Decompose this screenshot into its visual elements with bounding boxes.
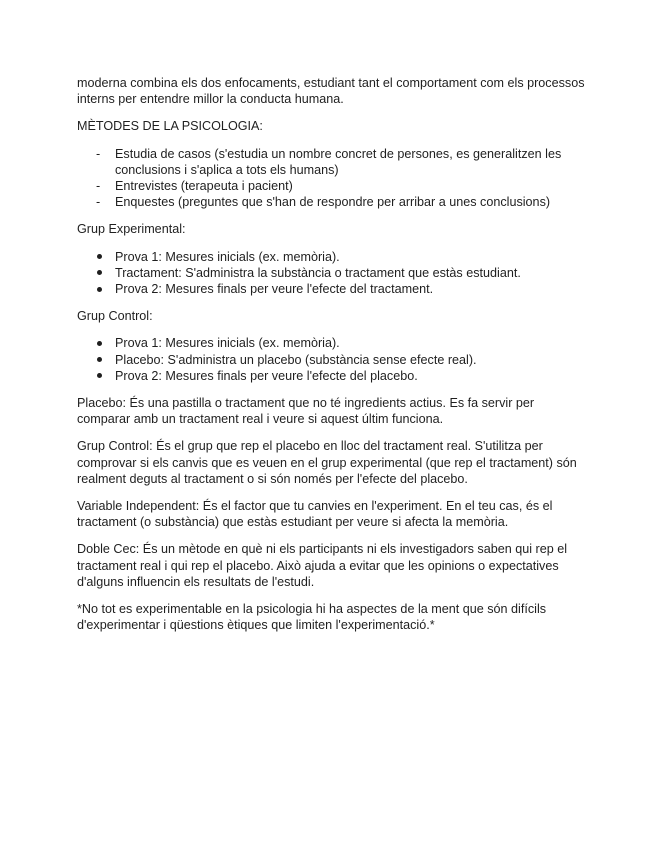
- independent-variable-definition: Variable Independent: És el factor que tu canvies en l'experiment. En el teu cas, és el tractament (o substància) que estàs estudiant per veure si afecta la memòria.: [77, 499, 553, 530]
- control-group-definition: Grup Control: És el grup que rep el placebo en lloc del tractament real. S'utilitza per comprovar si els canvis que es veuen en el grup experimental (que rep el tractament) són realment deguts al tractament o si són només per l'efecte del placebo.: [77, 439, 577, 486]
- list-item-text: Enquestes (preguntes que s'han de respondre per arribar a unes conclusions): [115, 195, 551, 210]
- list-item: [77, 335, 587, 351]
- bullet-icon: [97, 254, 102, 259]
- list-item: [77, 281, 587, 297]
- bullet-icon: [97, 357, 102, 362]
- dash-marker: -: [96, 195, 101, 210]
- list-item: [77, 352, 587, 368]
- dash-marker: -: [96, 146, 101, 161]
- methods-list: [77, 146, 587, 211]
- double-blind-definition: Doble Cec: És un mètode en què ni els participants ni els investigadors saben qui rep el tractament real i qui rep el placebo. Això ajuda a evitar que les opinions o expectatives d'alguns influencin els resultats de l'estudi.: [77, 542, 568, 589]
- bullet-icon: [97, 341, 102, 346]
- list-item: [77, 249, 587, 265]
- control-heading: Grup Control:: [77, 309, 153, 324]
- list-item: [77, 178, 587, 194]
- control-list: [77, 335, 587, 384]
- methods-heading: MÈTODES DE LA PSICOLOGIA:: [77, 119, 263, 134]
- intro-paragraph: moderna combina els dos enfocaments, estudiant tant el comportament com els processos interns per entendre millor la conducta humana.: [77, 76, 585, 107]
- list-item-text: Prova 2: Mesures finals per veure l'efecte del placebo.: [115, 368, 418, 383]
- list-item-text: Tractament: S'administra la substància o tractament que estàs estudiant.: [115, 265, 521, 280]
- list-item-text: Estudia de casos (s'estudia un nombre concret de persones, es generalitzen les conclusions i s'aplica a tots els humans): [115, 146, 562, 177]
- experimental-list: [77, 249, 587, 298]
- list-item: [77, 146, 587, 178]
- dash-marker: -: [96, 179, 101, 194]
- list-item-text: Prova 2: Mesures finals per veure l'efecte del tractament.: [115, 282, 434, 297]
- list-item: [77, 194, 587, 210]
- list-item: [77, 368, 587, 384]
- closing-note: *No tot es experimentable en la psicologia hi ha aspectes de la ment que són difícils d'experimentar i qüestions ètiques que limiten l'experimentació.*: [77, 602, 547, 633]
- bullet-icon: [97, 373, 102, 378]
- list-item-text: Placebo: S'administra un placebo (substància sense efecte real).: [115, 352, 477, 367]
- list-item-text: Prova 1: Mesures inicials (ex. memòria).: [115, 336, 340, 351]
- experimental-heading: Grup Experimental:: [77, 222, 186, 237]
- list-item-text: Entrevistes (terapeuta i pacient): [115, 179, 293, 194]
- placebo-definition: Placebo: És una pastilla o tractament que no té ingredients actius. Es fa servir per comparar amb un tractament real i veure si aquest últim funciona.: [77, 396, 535, 427]
- list-item-text: Prova 1: Mesures inicials (ex. memòria).: [115, 249, 340, 264]
- document-page: [77, 75, 587, 644]
- bullet-icon: [97, 270, 102, 275]
- list-item: [77, 265, 587, 281]
- bullet-icon: [97, 287, 102, 292]
